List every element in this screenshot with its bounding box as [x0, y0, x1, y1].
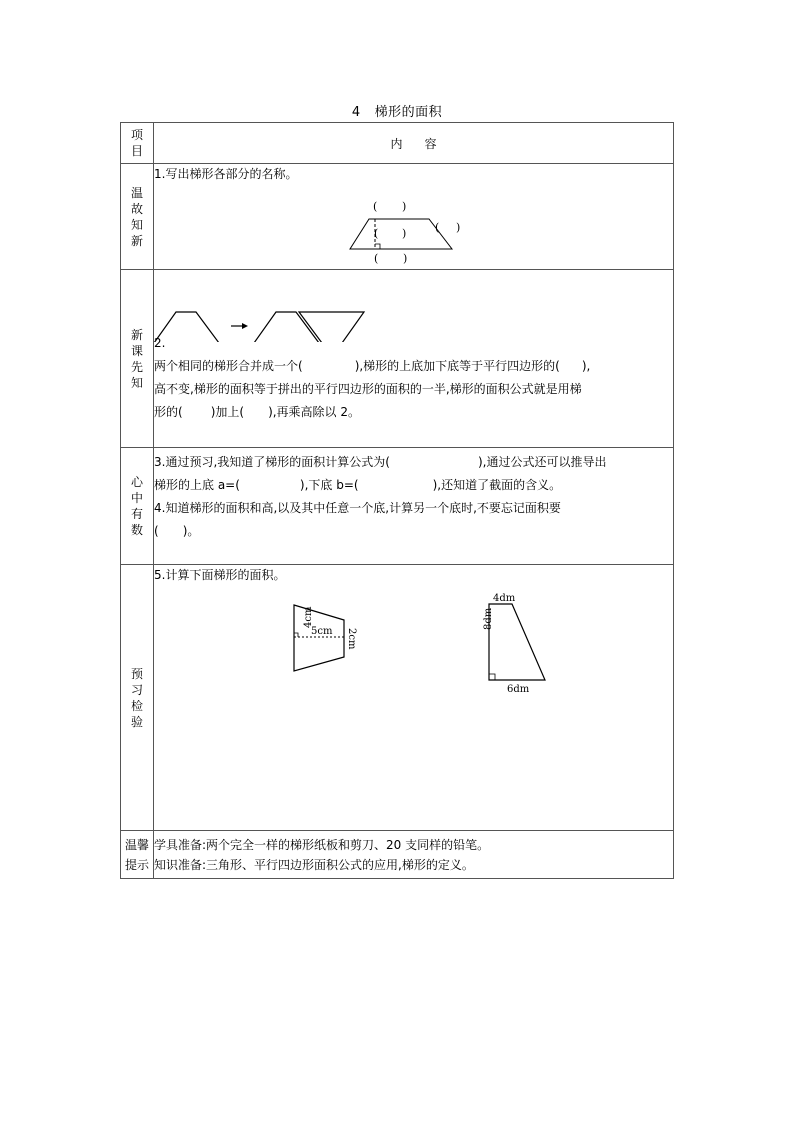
question-3-line-2: [154, 474, 673, 497]
tips-label-1: 温馨: [124, 837, 149, 852]
tips-line-2: 知识准备:三角形、平行四边形面积公式的应用,梯形的定义。: [154, 857, 474, 872]
new-lesson-label: 新课先知: [130, 327, 143, 390]
q3-text-4: ),下底 b=(: [299, 478, 359, 492]
blank-height-close: ): [402, 227, 407, 240]
new-lesson-row: [121, 270, 674, 448]
review-row: [121, 164, 674, 270]
q2-text-3: ),: [581, 359, 591, 373]
blank-bottom-open: (: [374, 252, 379, 265]
q2-text-6: ),再乘高除以 2。: [268, 405, 361, 419]
header-item-cell: [121, 123, 154, 164]
header-row: [121, 123, 674, 164]
blank-height-open: (: [374, 227, 379, 240]
question-1: 1.写出梯形各部分的名称。: [154, 167, 298, 181]
review-label: 温故知新: [130, 185, 143, 248]
q4-text-2: )。: [182, 524, 200, 538]
mind-label-cell: [121, 448, 154, 565]
lesson-title: 梯形的面积: [374, 105, 443, 120]
q3-text-3: 梯形的上底 a=(: [154, 478, 240, 492]
right-angle-mark: [375, 244, 380, 249]
review-label-cell: [121, 164, 154, 270]
header-item-label: 项目: [130, 128, 143, 158]
review-content: [154, 164, 674, 270]
question-2-number: 2.: [154, 336, 166, 350]
header-content-cell: [154, 123, 674, 164]
page-title: [0, 101, 794, 120]
q4-text-1: (: [154, 524, 159, 538]
q2-text-4: 形的(: [154, 405, 183, 419]
blank-top-close: ): [402, 200, 407, 213]
trapezoid-figure-2: [489, 604, 545, 680]
question-2-line-1: [154, 355, 673, 378]
q3-text-1: 3.通过预习,我知道了梯形的面积计算公式为(: [154, 455, 390, 469]
blank-side-close: ): [456, 221, 461, 234]
question-5: 5.计算下面梯形的面积。: [154, 568, 286, 582]
q3-text-2: ),通过公式还可以推导出: [477, 455, 607, 469]
arrow-head: [242, 323, 248, 329]
worksheet-table: [120, 122, 674, 879]
fig1-middle-label: 5cm: [311, 626, 333, 637]
question-2-line-3: [154, 401, 673, 424]
new-lesson-content: [154, 270, 674, 448]
tips-label-2: 提示: [124, 857, 149, 872]
tips-label-cell: [121, 831, 154, 879]
mind-label: 心中有数: [130, 475, 143, 537]
blank-side-open: (: [435, 221, 440, 234]
check-content: [154, 565, 674, 831]
fig1-right-label: 2cm: [346, 628, 357, 650]
fig2-top-label: 4dm: [493, 593, 516, 604]
fig2-right-angle: [489, 674, 495, 680]
question-2-line-2: 高不变,梯形的面积等于拼出的平行四边形的面积的一半,梯形的面积公式就是用梯: [154, 382, 582, 396]
tips-line-1: 学具准备:两个完全一样的梯形纸板和剪刀、20 支同样的铅笔。: [154, 837, 490, 852]
tips-row: [121, 831, 674, 879]
mind-content: [154, 448, 674, 565]
trapezoid-parts-figure: [154, 194, 654, 266]
fig2-bottom-label: 6dm: [507, 684, 530, 695]
q2-text-1: 两个相同的梯形合并成一个(: [154, 359, 303, 373]
check-label: 预习检验: [130, 666, 143, 729]
tips-content: [154, 831, 674, 879]
check-label-cell: [121, 565, 154, 831]
trapezoid-figure-1: [294, 605, 344, 671]
area-figures: [154, 591, 674, 701]
blank-bottom-close: ): [403, 252, 408, 265]
header-content-label: 内容: [390, 136, 459, 151]
blank-top-open: (: [373, 200, 378, 213]
fig2-side-label: 8dm: [483, 607, 494, 630]
q2-text-5: )加上(: [210, 405, 245, 419]
check-row: [121, 565, 674, 831]
q2-text-2: ),梯形的上底加下底等于平行四边形的(: [354, 359, 560, 373]
question-4-line-1: 4.知道梯形的面积和高,以及其中任意一个底,计算另一个底时,不要忘记面积要: [154, 501, 561, 515]
q3-text-5: ),还知道了截面的含义。: [432, 478, 562, 492]
fig1-left-label: 4cm: [303, 606, 314, 628]
question-4-line-2: [154, 520, 673, 543]
question-3-line-1: [154, 451, 673, 474]
mind-row: [121, 448, 674, 565]
lesson-number: 4: [351, 105, 361, 120]
